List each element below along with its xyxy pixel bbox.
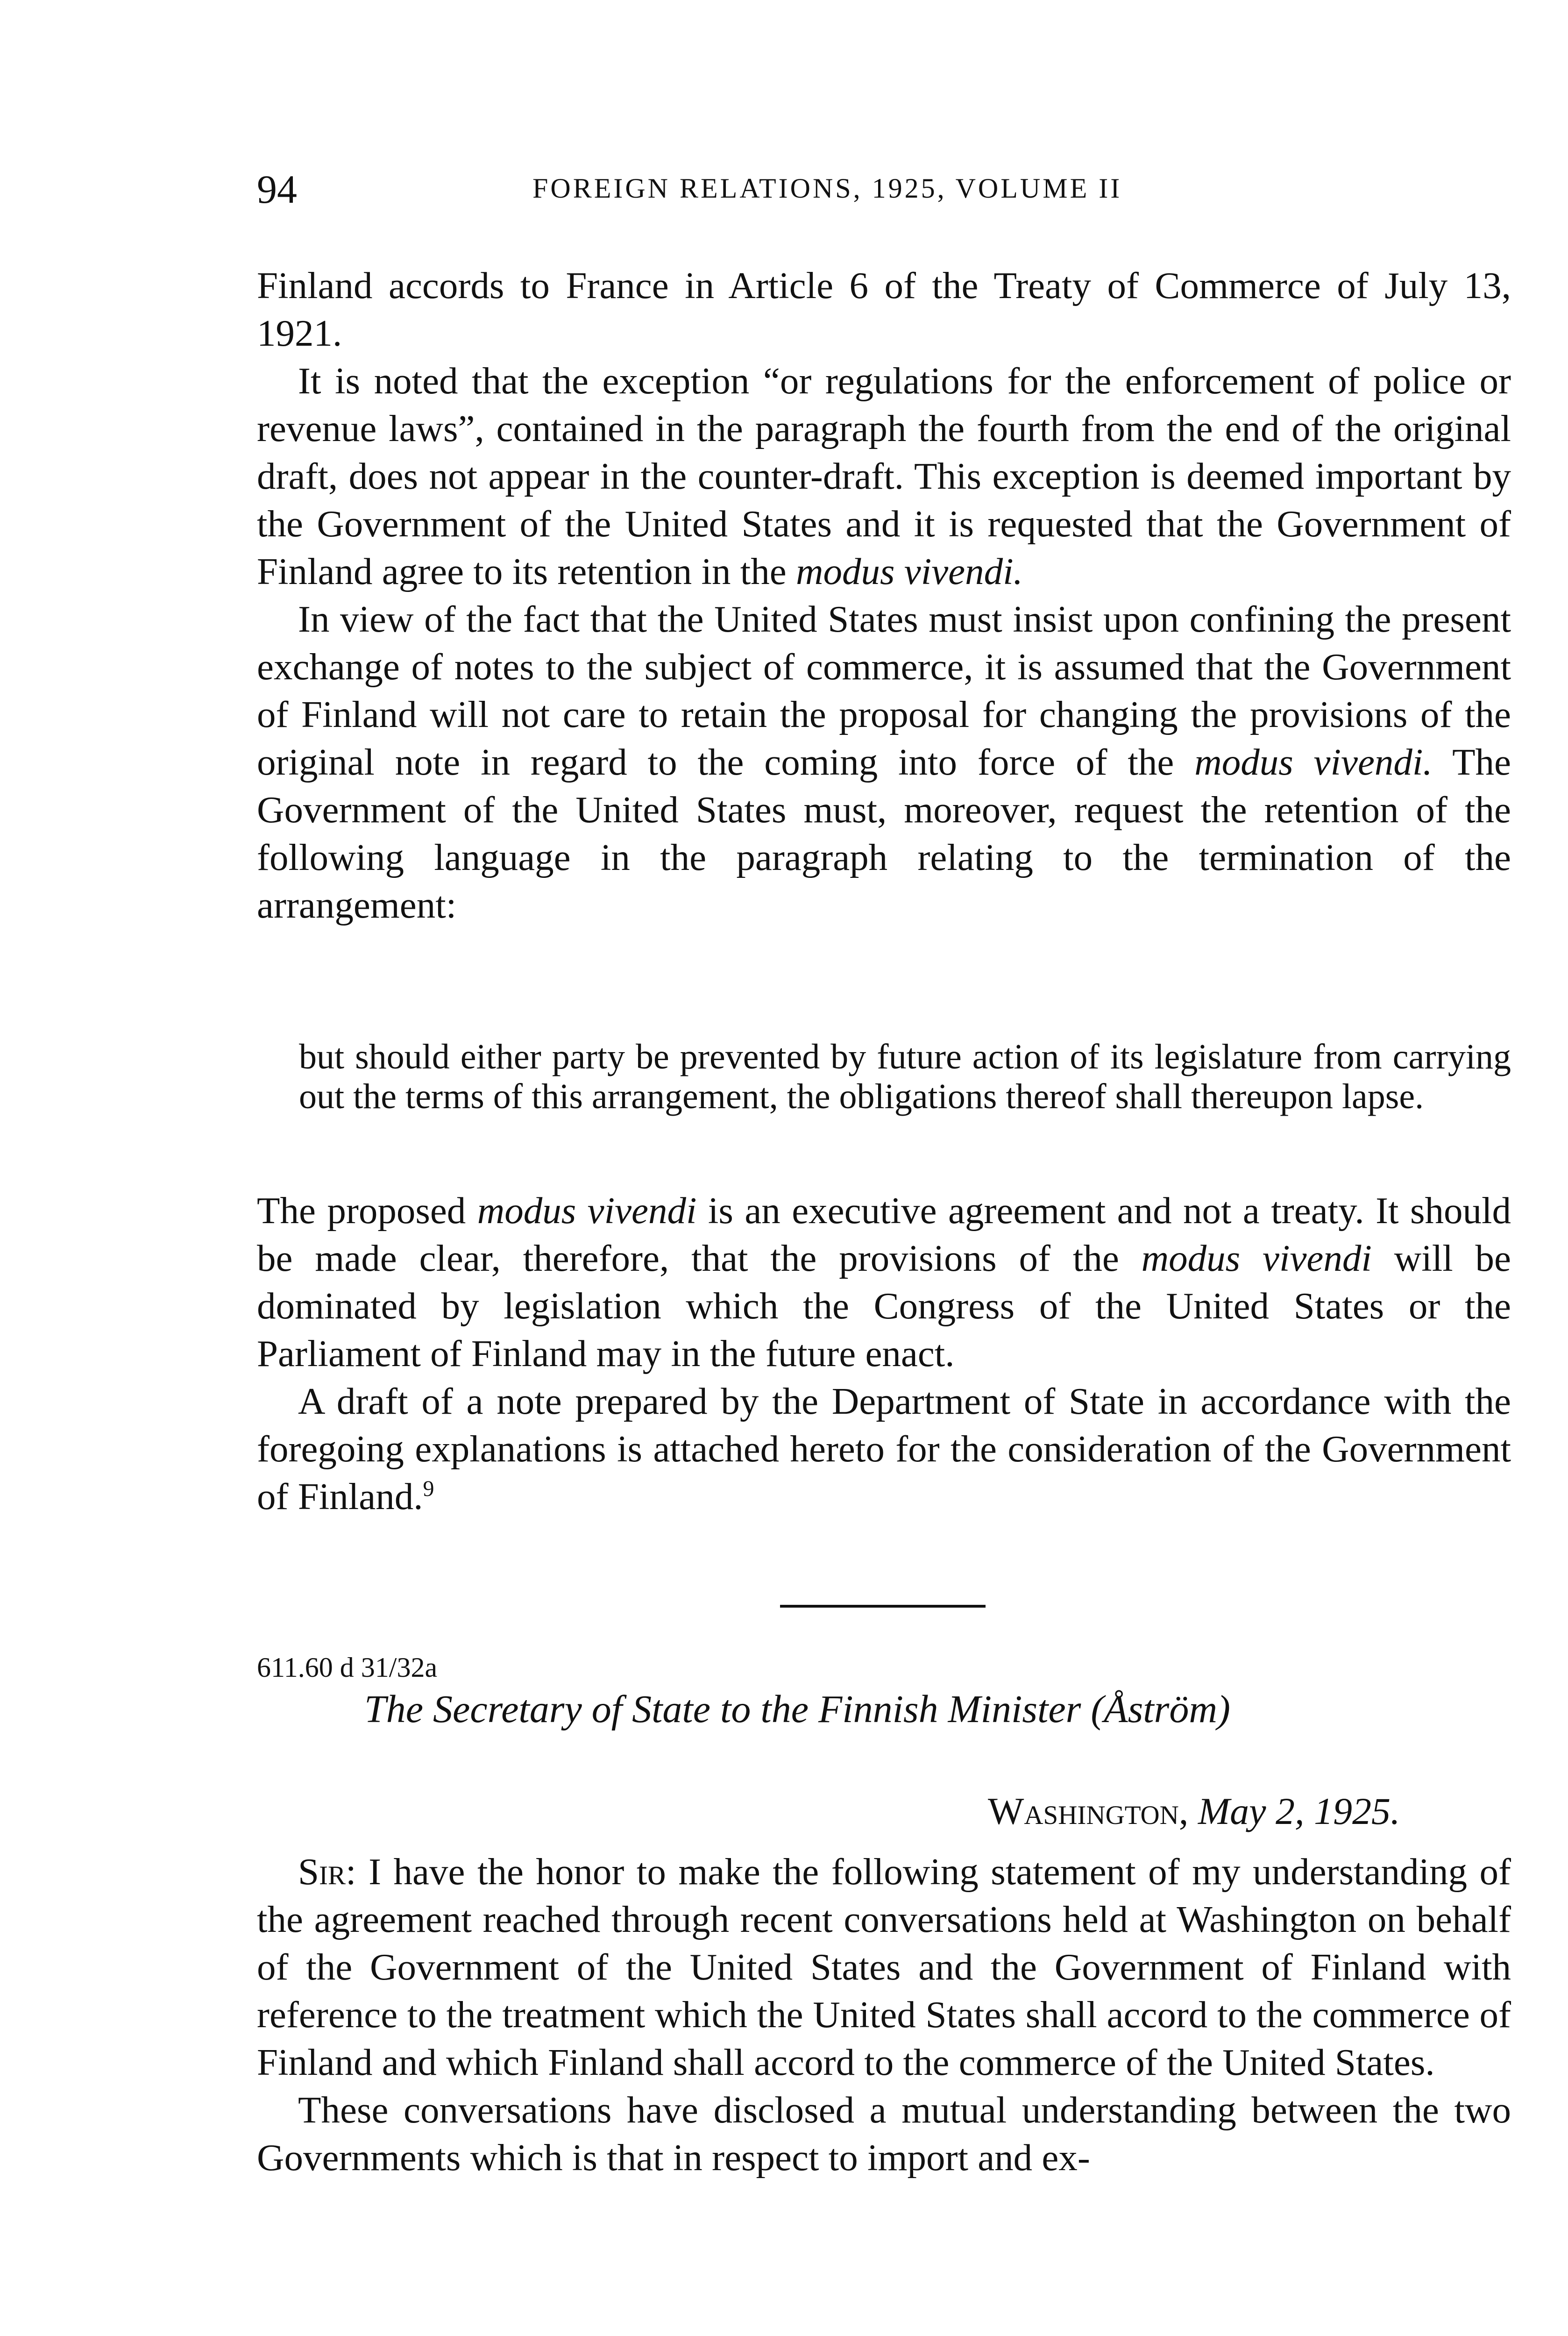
page-header (257, 166, 1518, 217)
body-text-part1 (257, 262, 1511, 929)
letter-body (257, 1848, 1511, 2181)
running-title: FOREIGN RELATIONS, 1925, VOLUME II (532, 173, 1122, 204)
salutation: Sir: (298, 1851, 356, 1893)
footnote-reference: 9 (423, 1476, 434, 1501)
file-number: 611.60 d 31/32a (257, 1652, 438, 1683)
body-text-part2 (257, 1187, 1511, 1520)
page-number: 94 (257, 167, 297, 212)
dateline-place: Washington, (988, 1790, 1189, 1832)
paragraph-exception: It is noted that the exception “or regulations for the enforcement of police or revenue laws”, contained in the paragraph the fourth from the end of the original draft, does not appear in the counter-draft. This exception is deemed important by the Government of the United States and it is requested that the Government of Finland agree to its retention in the modus vivendi. (257, 360, 1511, 592)
letter-paragraph-2: These conversations have disclosed a mutual understanding between the two Governments which is that in respect to import and ex- (257, 2089, 1511, 2179)
document-heading: The Secretary of State to the Finnish Minister (Åström) (364, 1688, 1230, 1731)
dateline (988, 1789, 1400, 1833)
paragraph-exchange-of-notes: In view of the fact that the United States must insist upon confining the present exchange of notes to the subject of commerce, it is assumed that the Government of Finland will not care to retain the proposal for changing the provisions of the original note in regard to the coming into force of the modus vivendi. The Government of the United States must, moreover, request the retention of the following language in the paragraph relating to the termination of the arrangement: (257, 598, 1511, 926)
section-divider (780, 1605, 986, 1608)
paragraph-draft-note: A draft of a note prepared by the Department of State in accordance with the foregoing explanations is attached hereto for the consideration of the Government of Finland.$^9$ (257, 1380, 1511, 1517)
block-quote: but should either party be prevented by future action of its legislature from carrying out the terms of this arrangement, the obligations thereof shall thereupon lapse. (299, 1037, 1511, 1116)
dateline-date: May 2, 1925. (1198, 1790, 1400, 1832)
paragraph-continuation: Finland accords to France in Article 6 of the Treaty of Commerce of July 13, 1921. (257, 264, 1511, 354)
paragraph-executive-agreement: The proposed modus vivendi is an executive agreement and not a treaty. It should be made clear, therefore, that the provisions of the modus vivendi will be dominated by legislation which the Congress of the United States or the Parliament of Finland may in the future enact. (257, 1189, 1511, 1375)
letter-paragraph-1: Sir: I have the honor to make the following statement of my understanding of the agreement reached through recent conversations held at Washington on behalf of the Government of the United States and the Government of Finland with reference to the treatment which the United States shall accord to the commerce of Finland and which Finland shall accord to the commerce of the United States. (257, 1851, 1511, 2083)
